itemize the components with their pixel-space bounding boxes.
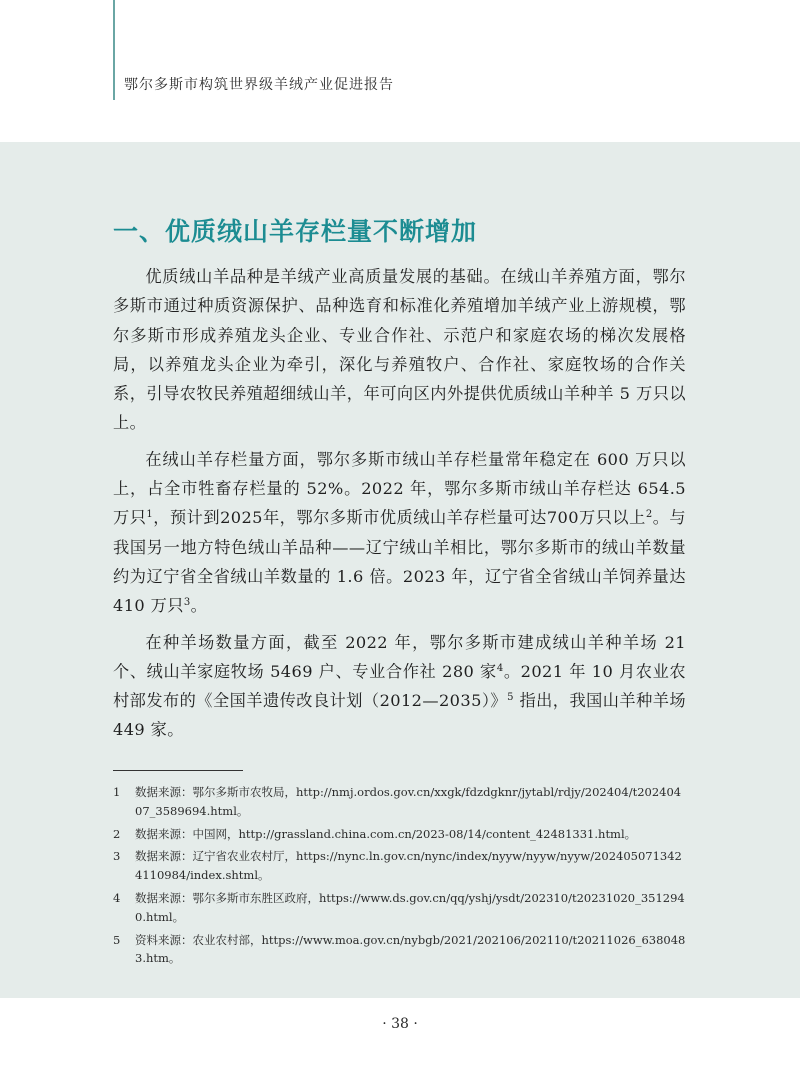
paragraph-text: 在种羊场数量方面，截至 2022 年，鄂尔多斯市建成绒山羊种羊场 21 个、绒山羊家庭牧场 5469 户、专业合作社 280 家	[113, 632, 686, 681]
footnote-item	[113, 825, 688, 844]
paragraph-text: 。2021 年 10 月农业农村部发布的《全国羊遗传改良计划（2012—2035）》	[113, 661, 687, 711]
paragraph-text: 在绒山羊存栏量方面，鄂尔多斯市绒山羊存栏量常年稳定在 600 万只以上，占全市牲畜存栏量的 52%。2022 年，鄂尔多斯市绒山羊存栏达 654.5 万只	[113, 449, 686, 528]
paragraph-text: 指出，我国山羊种羊场 449 家。	[113, 691, 687, 740]
paragraph-breeding-farms	[113, 628, 686, 745]
paragraph-text: 。与我国另一地方特色绒山羊品种——辽宁绒山羊相比，鄂尔多斯市的绒山羊数量约为辽宁省全省绒山羊数量的 1.6 倍。2023 年，辽宁省全省绒山羊饲养量达 410 万只	[113, 508, 686, 616]
running-head: 鄂尔多斯市构筑世界级羊绒产业促进报告	[124, 77, 394, 93]
footnote-number: 4	[113, 890, 121, 905]
footnote-ref[interactable]: 4	[496, 662, 504, 674]
footnote-text[interactable]: 数据来源：辽宁省农业农村厅，https://nync.ln.gov.cn/nync/index/nyyw/nyyw/nyyw/2024050713424110984/index.shtml。	[135, 849, 682, 883]
page-number: · 38 ·	[382, 1016, 418, 1032]
footnote-list	[113, 783, 688, 972]
section-title: 一、优质绒山羊存栏量不断增加	[113, 217, 478, 246]
footnote-number: 5	[113, 932, 121, 947]
footnote-ref[interactable]: 1	[146, 509, 154, 521]
footnote-number: 2	[113, 826, 121, 841]
footnote-text[interactable]: 数据来源：中国网，http://grassland.china.com.cn/2023-08/14/content_42481331.html。	[135, 826, 637, 841]
footnote-item	[113, 783, 688, 821]
footnote-ref[interactable]: 5	[507, 692, 514, 704]
body-text	[113, 262, 686, 745]
footnote-divider	[113, 770, 243, 771]
footnote-ref[interactable]: 2	[645, 509, 653, 521]
footnote-ref[interactable]: 3	[183, 597, 191, 609]
footnote-text[interactable]: 数据来源：鄂尔多斯市东胜区政府，https://www.ds.gov.cn/qq/yshj/ysdt/202310/t20231020_3512940.html。	[135, 890, 685, 924]
paragraph-breeding	[113, 262, 686, 438]
paragraph-text: ，预计到2025年，鄂尔多斯市优质绒山羊存栏量可达700万只以上	[153, 508, 646, 528]
footnote-item	[113, 931, 688, 969]
footnote-text[interactable]: 资料来源：农业农村部，https://www.moa.gov.cn/nybgb/2021/202106/202110/t20211026_6380483.htm。	[135, 932, 686, 966]
paragraph-text: 优质绒山羊品种是羊绒产业高质量发展的基础。在绒山羊养殖方面，鄂尔多斯市通过种质资源保护、品种选育和标准化养殖增加羊绒产业上游规模，鄂尔多斯市形成养殖龙头企业、专业合作社、示范户和家庭农场的梯次发展格局，以养殖龙头企业为牵引，深化与养殖牧户、合作社、家庭牧场的合作关系，引导农牧民养殖超细绒山羊，年可向区内外提供优质绒山羊种羊 5 万只以上。	[113, 267, 686, 433]
footnote-text[interactable]: 数据来源：鄂尔多斯市农牧局，http://nmj.ordos.gov.cn/xxgk/fdzdgknr/jytabl/rdjy/202404/t20240407_3589694.html。	[135, 785, 682, 818]
footnote-number: 1	[113, 785, 121, 799]
header-rule	[113, 0, 115, 100]
footnote-number: 3	[113, 849, 121, 864]
footnote-item	[113, 847, 688, 885]
footnote-item	[113, 889, 688, 927]
paragraph-inventory	[113, 445, 686, 621]
paragraph-text: 。	[190, 596, 208, 616]
